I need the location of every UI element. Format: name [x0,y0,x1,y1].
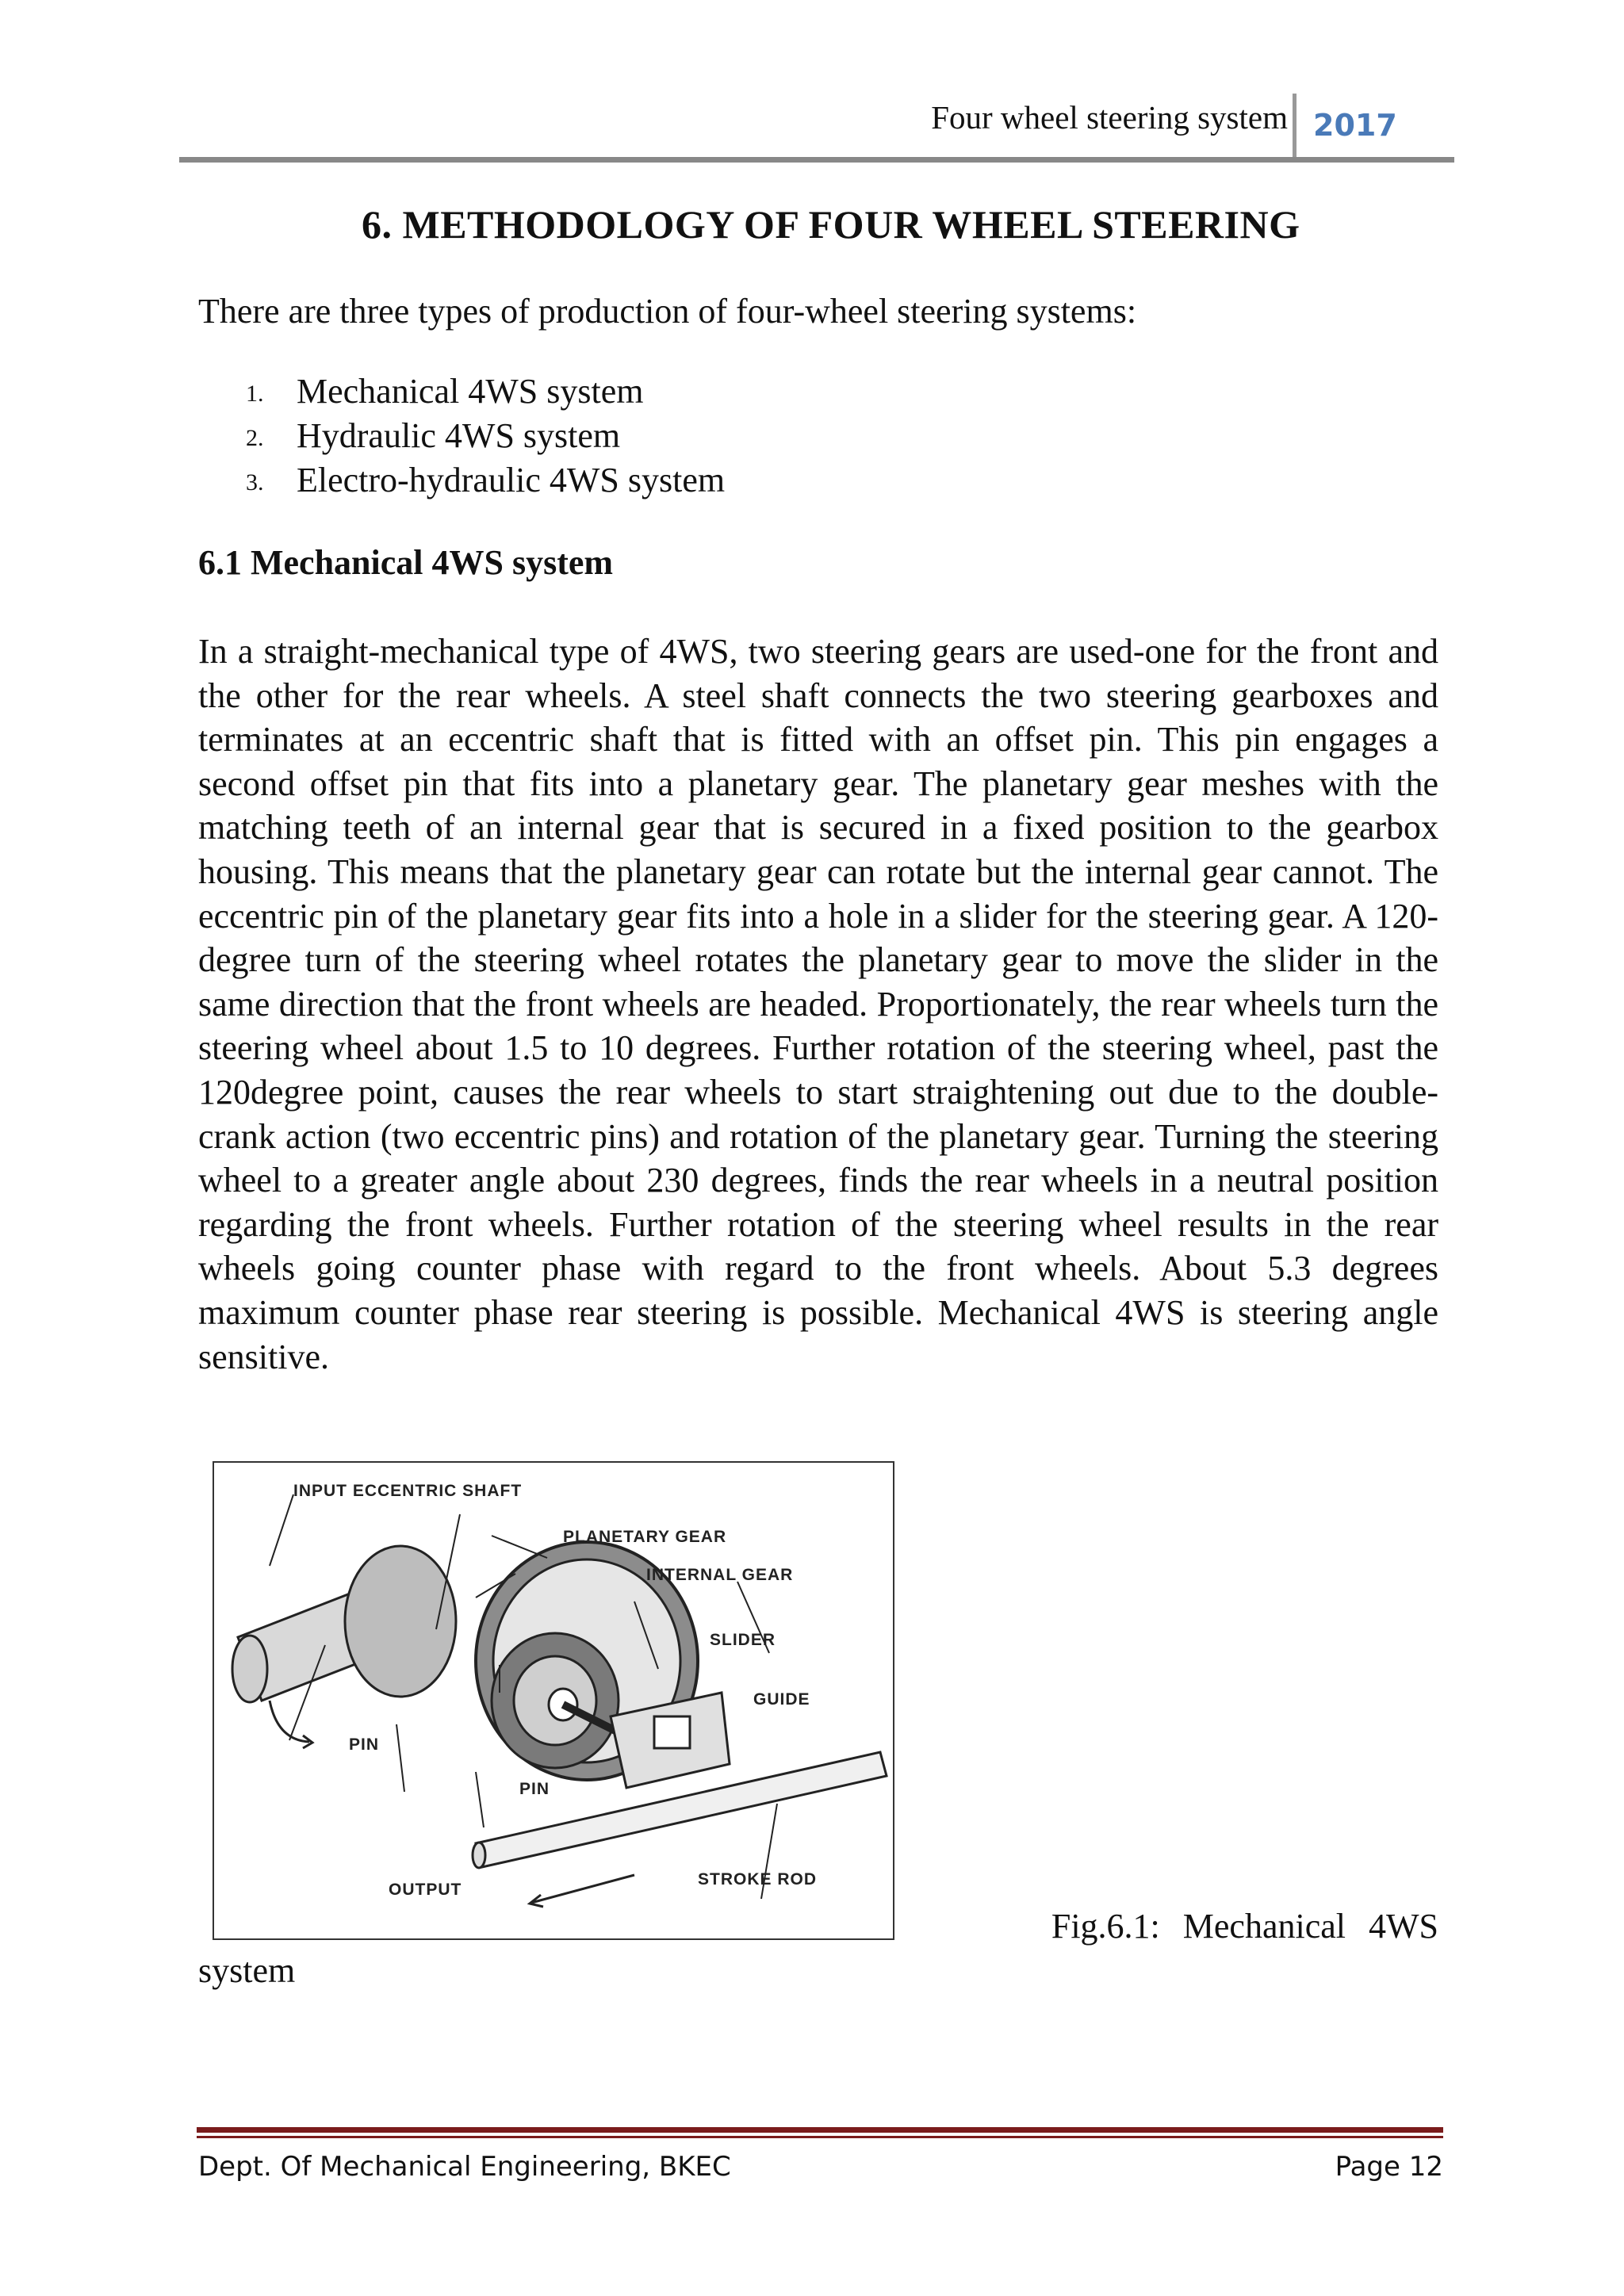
list-item [198,415,725,460]
system-types-list [198,371,725,504]
label-planetary-gear: PLANETARY GEAR [563,1528,727,1546]
header-separator [1293,94,1297,162]
footer-page-number: Page 12 [1335,2151,1443,2183]
list-item-text: Mechanical 4WS system [297,372,644,411]
label-pin-2: PIN [519,1780,550,1798]
list-item [198,460,725,504]
footer-rule [197,2127,1443,2133]
running-header-title: Four wheel steering system [931,99,1288,136]
input-shaft-end [232,1636,267,1702]
figure-caption-line-2: system [198,1951,296,1990]
label-pin-1: PIN [349,1735,380,1754]
list-number: 2. [246,425,264,451]
header-rule [179,157,1454,163]
list-number: 3. [246,469,264,496]
label-slider: SLIDER [710,1631,776,1649]
list-item-text: Hydraulic 4WS system [297,416,621,455]
list-item [198,371,725,415]
label-guide: GUIDE [753,1690,810,1709]
label-input-eccentric-shaft: INPUT ECCENTRIC SHAFT [293,1482,523,1500]
section-title: 6.1 Mechanical 4WS system [198,543,614,582]
intro-text: There are three types of production of four-wheel steering systems: [198,292,1137,331]
mechanical-4ws-diagram [214,1463,893,1938]
body-paragraph: In a straight-mechanical type of 4WS, two steering gears are used-one for the front and the other for the rear wheels. A steel shaft connects the two steering gearboxes and terminates at an eccentric shaft that is fitted with an offset pin. This pin engages a second offset pin that fits into a planetary gear. The planetary gear meshes with the matching teeth of an internal gear that is secured in a fixed position to the gearbox housing. This means that the planetary gear can rotate but the internal gear cannot. The eccentric pin of the planetary gear fits into a hole in a slider for the steering gear. A 120-degree turn of the steering wheel rotates the planetary gear to move the slider in the same direction that the front wheels are headed. Proportionately, the rear wheels turn the steering wheel about 1.5 to 10 degrees. Further rotation of the steering wheel, past the 120degree point, causes the rear wheels to start straightening out due to the double-crank action (two eccentric pins) and rotation of the planetary gear. Turning the steering wheel to a greater angle about 230 degrees, finds the rear wheels in a neutral position regarding the front wheels. Further rotation of the steering wheel results in the rear wheels going counter phase with regard to the front wheels. About 5.3 degrees maximum counter phase rear steering is possible. Mechanical 4WS is steering angle sensitive. [198,632,1438,1376]
footer-department: Dept. Of Mechanical Engineering, BKEC [198,2151,731,2183]
footer-rule-thin [197,2136,1443,2138]
eccentric-disc [345,1546,456,1697]
mechanical-4ws-figure [213,1461,894,1940]
list-number: 1. [246,381,264,407]
label-stroke-rod: STROKE ROD [698,1870,818,1888]
label-output: OUTPUT [389,1881,462,1899]
figure-caption-line-1: Fig.6.1: Mechanical 4WS [1051,1907,1438,1946]
list-item-text: Electro-hydraulic 4WS system [297,461,726,499]
output-arrow [531,1875,634,1903]
running-header-year: 2017 [1313,108,1397,143]
chapter-title: 6. METHODOLOGY OF FOUR WHEEL STEERING [362,202,1300,247]
label-internal-gear: INTERNAL GEAR [646,1566,794,1584]
